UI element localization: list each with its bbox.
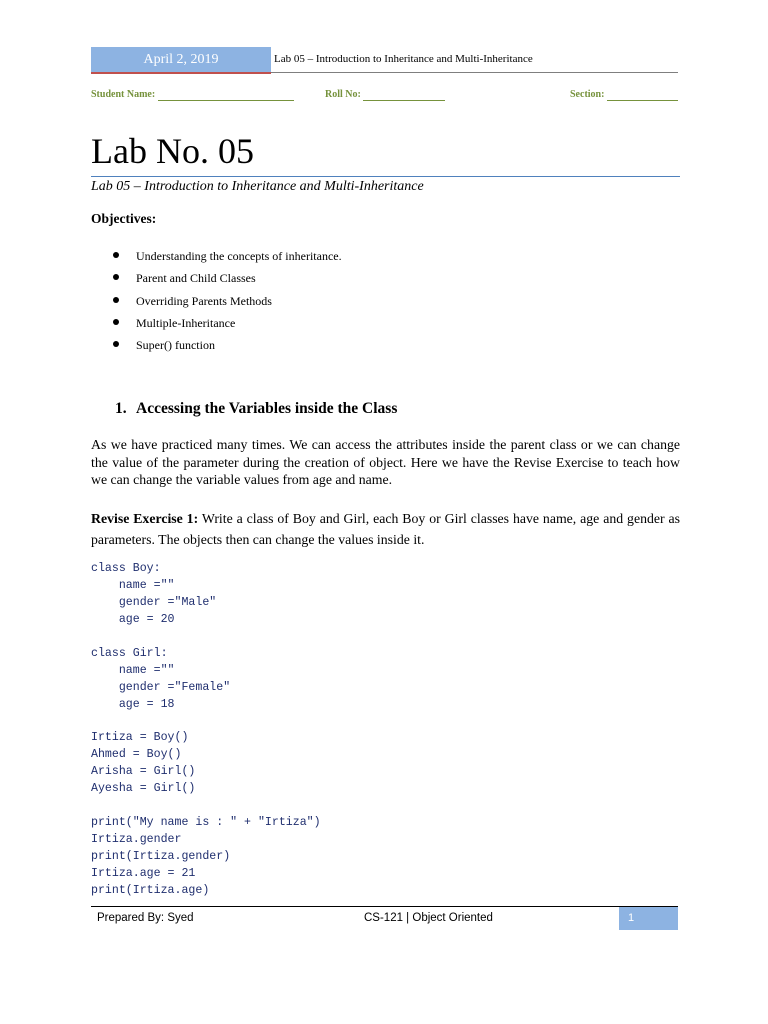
- student-name-label: Student Name:: [91, 89, 156, 100]
- footer-course: CS-121 | Object Oriented: [364, 912, 493, 924]
- code-line: Irtiza.gender: [91, 833, 182, 846]
- exercise-label: Revise Exercise 1:: [91, 511, 199, 526]
- header-title: Lab 05 – Introduction to Inheritance and Multi-Inheritance: [274, 53, 533, 65]
- code-line: print("My name is : " + "Irtiza"): [91, 816, 321, 830]
- student-name-blank: [158, 89, 294, 101]
- title-rule: [91, 176, 680, 177]
- footer-page-number: 1: [619, 907, 678, 930]
- code-line: Ayesha = Girl(): [91, 782, 196, 796]
- section-number: 1.: [115, 400, 127, 417]
- objectives-list: [111, 245, 342, 356]
- list-item: Multiple-Inheritance: [111, 312, 342, 334]
- code-line: name ="": [91, 663, 175, 677]
- document-subtitle: Lab 05 – Introduction to Inheritance and Multi-Inheritance: [91, 179, 424, 194]
- document-title: Lab No. 05: [91, 131, 254, 171]
- code-line: class Girl:: [91, 646, 168, 660]
- exercise-paragraph: [91, 508, 680, 550]
- list-item: Overriding Parents Methods: [111, 290, 342, 312]
- code-line: gender ="Male": [91, 595, 217, 609]
- code-line: Arisha = Girl(): [91, 765, 196, 779]
- footer-prepared-by: Prepared By: Syed: [97, 912, 194, 924]
- code-block: [91, 561, 321, 900]
- list-item: Parent and Child Classes: [111, 267, 342, 289]
- section-label: Section:: [570, 89, 605, 100]
- header-date: April 2, 2019: [91, 47, 271, 72]
- code-line: Irtiza.age = 21: [91, 866, 196, 880]
- section-title: Accessing the Variables inside the Class: [136, 400, 398, 417]
- code-line: print(Irtiza.age): [91, 883, 210, 897]
- code-line: class Boy:: [91, 562, 161, 575]
- code-line: print(Irtiza.gender): [91, 849, 231, 863]
- exercise-text: Write a class of Boy and Girl, each Boy or Girl classes have name, age and gender as parameters. The objects then can change the values inside it.: [91, 511, 680, 547]
- list-item: Understanding the concepts of inheritance.: [111, 245, 342, 267]
- code-line: Irtiza = Boy(): [91, 731, 189, 745]
- code-line: [91, 629, 321, 646]
- code-line: [91, 713, 321, 730]
- code-line: age = 18: [91, 697, 175, 711]
- roll-no-label: Roll No:: [325, 89, 361, 100]
- section-field: [570, 89, 678, 101]
- list-item: Super() function: [111, 334, 342, 356]
- section-heading: [115, 400, 397, 418]
- student-name-field: [91, 89, 294, 101]
- roll-no-field: [325, 89, 445, 101]
- code-line: age = 20: [91, 612, 175, 626]
- roll-no-blank: [363, 89, 445, 101]
- header-accent-rule: [91, 72, 271, 74]
- objectives-heading: Objectives:: [91, 211, 157, 226]
- code-line: Ahmed = Boy(): [91, 748, 182, 762]
- footer-rule: [91, 906, 678, 907]
- code-line: gender ="Female": [91, 680, 231, 694]
- intro-paragraph: As we have practiced many times. We can access the attributes inside the parent class or we can change the value of the parameter during the creation of object. Here we have the Revise Exercise to teach how we can change the variable values from age and name.: [91, 437, 680, 487]
- code-line: name ="": [91, 578, 175, 592]
- code-line: [91, 798, 321, 815]
- section-blank: [607, 89, 678, 101]
